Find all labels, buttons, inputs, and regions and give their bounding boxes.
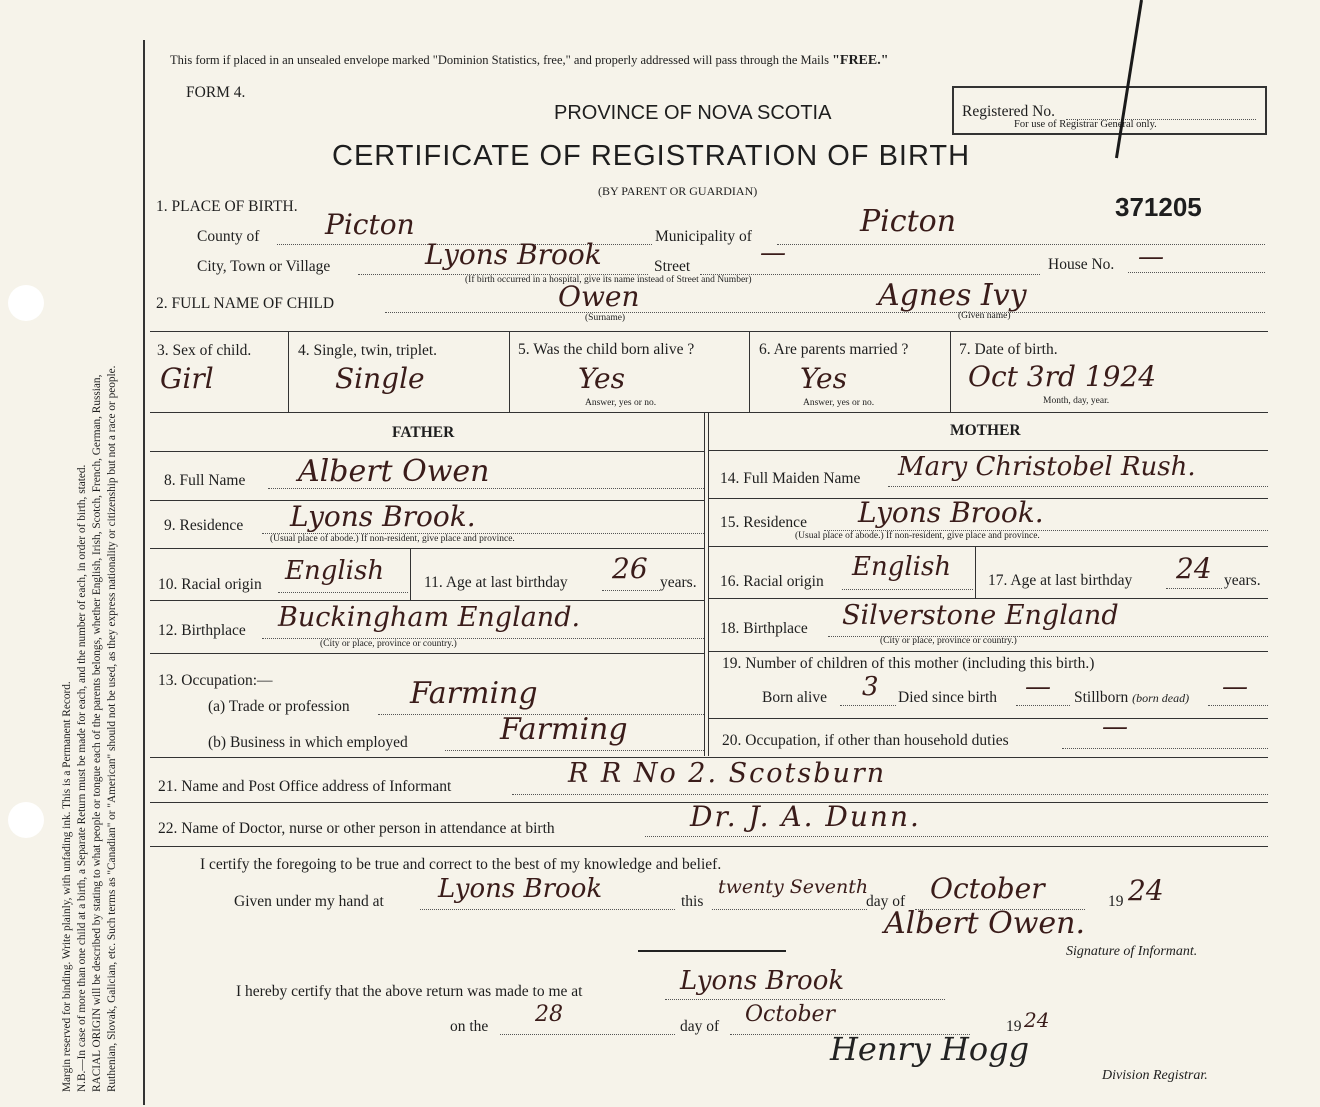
child-surname: Owen <box>558 280 640 313</box>
doctor-label: 22. Name of Doctor, nurse or other person in attendance at birth <box>158 820 555 837</box>
certificate-subtitle: (BY PARENT OR GUARDIAN) <box>598 184 758 198</box>
father-racial-line <box>278 592 408 593</box>
father-age-label: 11. Age at last birthday <box>424 574 568 591</box>
mother-age-label: 17. Age at last birthday <box>988 572 1133 589</box>
col-div-1 <box>288 332 289 412</box>
mother-birthplace-label: 18. Birthplace <box>720 620 808 637</box>
reg-year-prefix: 19 <box>1006 1018 1022 1035</box>
father-heading: FATHER <box>392 424 455 441</box>
rule-2 <box>150 412 1268 413</box>
house-number-line <box>1128 272 1265 273</box>
form-number: FORM 4. <box>186 84 246 101</box>
children-count-label: 19. Number of children of this mother (including this birth.) <box>722 655 1095 672</box>
born-alive-count-label: Born alive <box>762 689 827 706</box>
hospital-note: (If birth occurred in a hospital, give its name instead of Street and Number) <box>465 275 752 285</box>
margin-line-4: Ruthenian, Slovak, Galician, etc. Such terms as "Canadian" or "American" should not be used, as they express nationality or citizenship but not a race or people. <box>106 365 118 1092</box>
father-trade-value: Farming <box>410 676 538 711</box>
stillborn-value: — <box>1222 672 1248 702</box>
reg-day-value: 28 <box>535 1002 563 1027</box>
mother-rule-3 <box>708 546 1268 547</box>
father-occupation-label: 13. Occupation:— <box>158 672 273 689</box>
punch-hole-bottom <box>8 802 44 838</box>
dob-label: 7. Date of birth. <box>959 341 1058 358</box>
multiple-birth-label: 4. Single, twin, triplet. <box>298 342 438 359</box>
province-heading: PROVINCE OF NOVA SCOTIA <box>554 102 832 124</box>
born-alive-caption: Answer, yes or no. <box>585 398 657 408</box>
doctor-value: Dr. J. A. Dunn. <box>690 800 921 833</box>
mother-years-label: years. <box>1224 572 1261 589</box>
registrar-place-value: Lyons Brook <box>680 966 845 996</box>
day-of-label: day of <box>866 893 906 910</box>
reg-day-of-label: day of <box>680 1018 720 1035</box>
margin-line-3: RACIAL ORIGIN will be described by stating to what people or tongue each of the parents belongs, whether English, Irish, Scotch, French, German, Russian, <box>91 374 103 1092</box>
mother-rule-4 <box>708 598 1268 599</box>
father-years-label: years. <box>660 574 697 591</box>
father-business-value: Farming <box>500 712 628 747</box>
this-label: this <box>681 893 704 910</box>
margin-notes <box>60 0 140 1100</box>
doctor-line <box>645 836 1268 837</box>
father-racial-value: English <box>285 556 385 586</box>
stillborn-label: Stillborn (born dead) <box>1074 689 1190 706</box>
parents-divider <box>704 413 705 756</box>
child-name-line <box>385 312 1265 313</box>
municipality-value: Picton <box>860 204 957 239</box>
informant-line <box>512 794 1268 795</box>
this-day-value: twenty Seventh <box>718 876 869 898</box>
father-age-line <box>602 590 660 591</box>
registrar-caption: Division Registrar. <box>1102 1068 1208 1083</box>
city-value: Lyons Brook <box>425 238 602 271</box>
mother-name-value: Mary Christobel Rush. <box>898 452 1196 482</box>
street-line <box>700 274 1040 275</box>
reg-year-value: 24 <box>1024 1008 1050 1032</box>
sex-value: Girl <box>160 362 214 395</box>
rule-1 <box>150 331 1268 332</box>
mother-name-label: 14. Full Maiden Name <box>720 470 861 487</box>
born-alive-count-line <box>840 705 896 706</box>
born-alive-label: 5. Was the child born alive ? <box>518 341 695 358</box>
sex-label: 3. Sex of child. <box>157 342 252 359</box>
father-name-value: Albert Owen <box>298 454 490 489</box>
reg-month-value: October <box>745 1002 836 1027</box>
mother-racial-divider <box>975 547 976 598</box>
margin-line-2: N.B.—In case of more than one child at a birth, a Separate Return must be made for each, and the number of each, in order of birth, stated. <box>76 464 88 1092</box>
given-at-line <box>420 909 675 910</box>
father-residence-label: 9. Residence <box>164 517 244 534</box>
father-business-label: (b) Business in which employed <box>208 734 408 751</box>
mother-rule-5 <box>708 651 1268 652</box>
mother-rule-6 <box>708 718 1268 719</box>
father-name-label: 8. Full Name <box>164 472 246 489</box>
married-caption: Answer, yes or no. <box>803 398 875 408</box>
margin-line-1: Margin reserved for binding. Write plainly, with unfading ink. This is a Permanent Record. <box>61 681 73 1092</box>
father-age-value: 26 <box>612 552 648 585</box>
on-the-label: on the <box>450 1018 489 1035</box>
year-prefix: 19 <box>1108 893 1124 910</box>
father-birthplace-value: Buckingham England. <box>278 602 581 633</box>
binding-margin-line <box>143 40 145 1105</box>
mother-racial-value: English <box>852 552 952 582</box>
mother-residence-label: 15. Residence <box>720 514 807 531</box>
certificate-title: CERTIFICATE OF REGISTRATION OF BIRTH <box>332 140 971 172</box>
father-racial-divider <box>410 549 411 600</box>
street-label: Street <box>654 258 691 275</box>
registered-number-box <box>952 86 1267 135</box>
county-label: County of <box>197 228 260 245</box>
col-div-2 <box>509 332 510 412</box>
father-rule-5 <box>150 653 704 654</box>
father-birthplace-note: (City or place, province or country.) <box>320 639 457 649</box>
place-of-birth-label: 1. PLACE OF BIRTH. <box>156 198 298 215</box>
mother-birthplace-value: Silverstone England <box>842 600 1119 631</box>
father-business-line <box>445 750 704 751</box>
this-day-line <box>712 909 867 910</box>
married-label: 6. Are parents married ? <box>759 341 909 358</box>
given-at-label: Given under my hand at <box>234 893 384 910</box>
reg-day-line <box>500 1034 675 1035</box>
house-number-value: — <box>1138 242 1164 272</box>
informant-signature-caption: Signature of Informant. <box>1066 944 1198 959</box>
certification-statement: I certify the foregoing to be true and correct to the best of my knowledge and belief. <box>200 856 722 873</box>
section-separator <box>638 950 786 952</box>
mother-birthplace-note: (City or place, province or country.) <box>880 636 1017 646</box>
postal-note: This form if placed in an unsealed envelope marked "Dominion Statistics, free," and properly addressed will pass through the Mails "FREE." <box>170 53 889 68</box>
mother-racial-line <box>842 589 973 590</box>
father-rule-3 <box>150 548 704 549</box>
stillborn-line <box>1208 705 1268 706</box>
punch-hole-top <box>8 285 44 321</box>
child-name-label: 2. FULL NAME OF CHILD <box>156 295 335 312</box>
father-birthplace-label: 12. Birthplace <box>158 622 246 639</box>
city-label: City, Town or Village <box>197 258 331 275</box>
mother-name-line <box>888 486 1268 487</box>
father-rule-4 <box>150 600 704 601</box>
year-value: 24 <box>1128 874 1164 907</box>
father-abode-note: (Usual place of abode.) If non-resident, give place and province. <box>270 534 515 544</box>
father-trade-label: (a) Trade or profession <box>208 698 350 715</box>
given-name-caption: (Given name) <box>958 311 1011 321</box>
given-at-value: Lyons Brook <box>438 874 603 904</box>
father-rule-1 <box>150 451 704 452</box>
born-alive-value: Yes <box>578 362 625 395</box>
month-value: October <box>930 872 1045 905</box>
informant-signature: Albert Owen. <box>884 906 1086 941</box>
mother-age-value: 24 <box>1176 552 1212 585</box>
county-value: Picton <box>325 208 415 241</box>
died-since-birth-line <box>1016 705 1070 706</box>
parents-divider-2 <box>708 413 709 756</box>
mother-residence-value: Lyons Brook. <box>858 496 1044 529</box>
mother-rule-1 <box>708 450 1268 451</box>
mother-abode-note: (Usual place of abode.) If non-resident, give place and province. <box>795 531 1040 541</box>
registered-number-label: Registered No. <box>962 103 1055 120</box>
dob-value: Oct 3rd 1924 <box>968 360 1157 393</box>
informant-label: 21. Name and Post Office address of Informant <box>158 778 452 795</box>
died-since-birth-label: Died since birth <box>898 689 998 706</box>
born-alive-count-value: 3 <box>862 672 879 702</box>
father-residence-value: Lyons Brook. <box>290 500 476 533</box>
registrar-statement: I hereby certify that the above return was made to me at <box>236 983 583 1000</box>
multiple-birth-value: Single <box>335 362 425 395</box>
municipality-label: Municipality of <box>655 228 752 245</box>
died-since-birth-value: — <box>1025 672 1051 702</box>
street-value: — <box>760 238 786 268</box>
serial-number: 371205 <box>1115 192 1202 222</box>
father-racial-label: 10. Racial origin <box>158 576 262 593</box>
dob-caption: Month, day, year. <box>1043 396 1110 406</box>
municipality-line <box>777 244 1265 245</box>
col-div-3 <box>749 332 750 412</box>
surname-caption: (Surname) <box>585 313 626 323</box>
mother-occupation-label: 20. Occupation, if other than household duties <box>722 732 1009 749</box>
house-number-label: House No. <box>1048 256 1115 273</box>
child-given-name: Agnes Ivy <box>878 278 1027 313</box>
col-div-4 <box>950 332 951 412</box>
registrar-signature: Henry Hogg <box>830 1030 1030 1068</box>
mother-occupation-value: — <box>1102 712 1128 742</box>
informant-value: R R No 2. Scotsburn <box>568 758 887 789</box>
mother-age-line <box>1166 588 1222 589</box>
rule-5 <box>150 846 1268 847</box>
mother-racial-label: 16. Racial origin <box>720 573 824 590</box>
married-value: Yes <box>800 362 847 395</box>
mother-occupation-line <box>1062 748 1268 749</box>
registrar-use-note: For use of Registrar General only. <box>1014 119 1157 130</box>
mother-heading: MOTHER <box>950 422 1021 439</box>
registrar-place-line <box>665 999 945 1000</box>
